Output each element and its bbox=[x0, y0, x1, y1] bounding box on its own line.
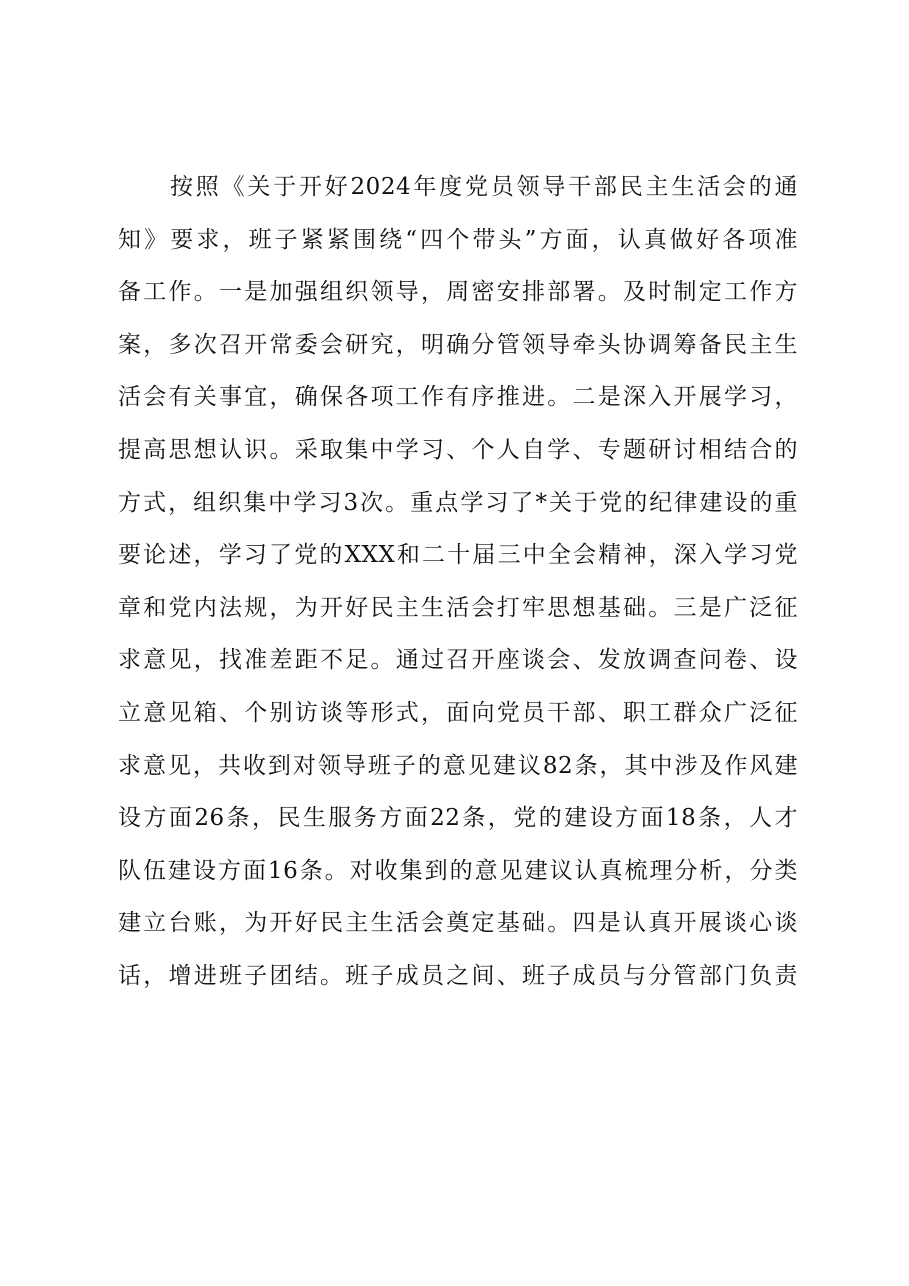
body-paragraph bbox=[118, 161, 798, 1003]
paragraph-line: 队伍建设方面16条。对收集到的意见建议认真梳理分析，分类 bbox=[118, 857, 798, 884]
paragraph-line: 提高思想认识。采取集中学习、个人自学、专题研讨相结合的 bbox=[118, 436, 798, 463]
paragraph-line: 案，多次召开常委会研究，明确分管领导牵头协调筹备民主生 bbox=[118, 331, 798, 358]
paragraph-line: 立意见箱、个别访谈等形式，面向党员干部、职工群众广泛征 bbox=[118, 699, 798, 726]
paragraph-line: 备工作。一是加强组织领导，周密安排部署。及时制定工作方 bbox=[118, 279, 798, 306]
paragraph-line: 求意见，找准差距不足。通过召开座谈会、发放调查问卷、设 bbox=[118, 647, 798, 674]
paragraph-line: 建立台账，为开好民主生活会奠定基础。四是认真开展谈心谈 bbox=[118, 910, 798, 937]
paragraph-line: 话，增进班子团结。班子成员之间、班子成员与分管部门负责 bbox=[118, 962, 798, 989]
paragraph-line: 按照《关于开好2024年度党员领导干部民主生活会的通 bbox=[170, 174, 798, 200]
paragraph-line: 活会有关事宜，确保各项工作有序推进。二是深入开展学习， bbox=[118, 384, 798, 411]
paragraph-line: 方式，组织集中学习3次。重点学习了*关于党的纪律建设的重 bbox=[118, 489, 798, 516]
paragraph-line: 知》要求，班子紧紧围绕“四个带头”方面，认真做好各项准 bbox=[118, 226, 798, 253]
paragraph-line: 求意见，共收到对领导班子的意见建议82条，其中涉及作风建 bbox=[118, 752, 798, 779]
paragraph-line: 设方面26条，民生服务方面22条，党的建设方面18条，人才 bbox=[118, 805, 798, 832]
paragraph-line: 要论述，学习了党的XXX和二十届三中全会精神，深入学习党 bbox=[118, 542, 798, 569]
paragraph-line: 章和党内法规，为开好民主生活会打牢思想基础。三是广泛征 bbox=[118, 594, 798, 621]
